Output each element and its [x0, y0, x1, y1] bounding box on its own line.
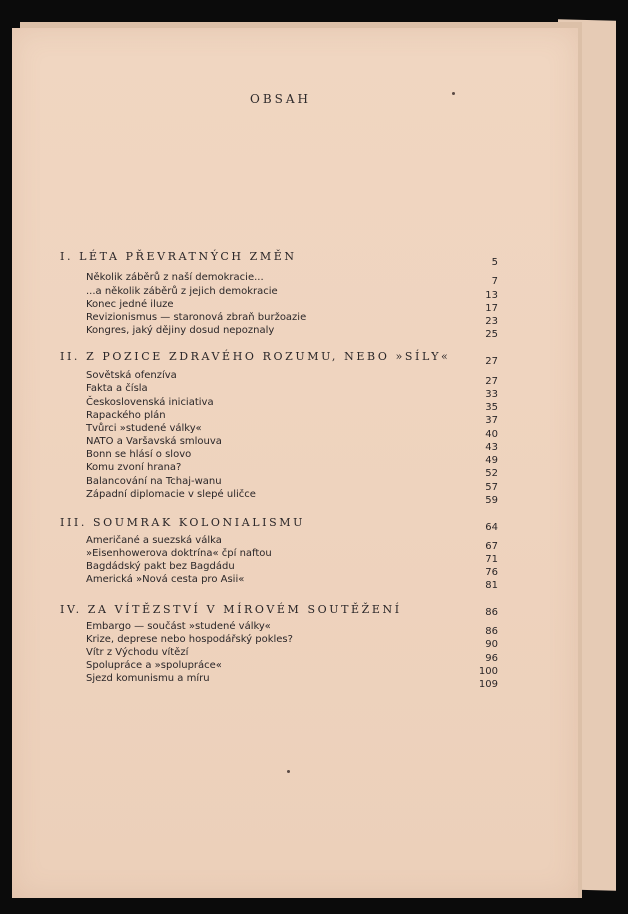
toc-entry: Bonn se hlásí o slovo: [86, 449, 192, 460]
toc-entry-page: 100: [478, 666, 498, 677]
toc-entry-page: 40: [485, 429, 498, 440]
toc-entry-page: 76: [485, 567, 498, 578]
toc-entry-page: 59: [485, 495, 498, 506]
toc-entry: Komu zvoní hrana?: [86, 462, 182, 473]
toc-entry: Sjezd komunismu a míru: [86, 673, 210, 684]
toc-entry: Rapackého plán: [86, 410, 166, 421]
chapter-4-page: 86: [485, 607, 498, 618]
toc-entry: Američané a suezská válka: [86, 535, 222, 546]
page-title: OBSAH: [250, 92, 312, 106]
toc-entry-page: 81: [485, 580, 498, 591]
paper-speck: [452, 92, 455, 95]
chapter-4-title: IV. ZA VÍTĚZSTVÍ V MÍROVÉM SOUTĚŽENÍ: [60, 603, 402, 616]
toc-entry-page: 71: [485, 554, 498, 565]
toc-entry-page: 109: [478, 679, 498, 690]
toc-entry: Spolupráce a »spolupráce«: [86, 660, 222, 671]
toc-entry-page: 23: [485, 316, 498, 327]
toc-entry-page: 52: [485, 468, 498, 479]
toc-entry-page: 7: [491, 276, 498, 287]
chapter-3-page: 64: [485, 522, 498, 533]
toc-entry: Několik záběrů z naší demokracie...: [86, 272, 264, 283]
chapter-3-title: III. SOUMRAK KOLONIALISMU: [60, 516, 305, 529]
toc-entry: Americká »Nová cesta pro Asii«: [86, 574, 245, 585]
toc-entry-page: 90: [485, 639, 498, 650]
toc-entry-page: 57: [485, 482, 498, 493]
toc-entry-page: 13: [485, 290, 498, 301]
toc-entry-page: 43: [485, 442, 498, 453]
toc-entry: Vítr z Východu vítězí: [86, 647, 189, 658]
chapter-1-title: I. LÉTA PŘEVRATNÝCH ZMĚN: [60, 250, 297, 263]
chapter-1-page: 5: [491, 257, 498, 268]
toc-entry: Tvůrci »studené války«: [86, 423, 202, 434]
toc-entry: Západní diplomacie v slepé uličce: [86, 489, 256, 500]
toc-entry: Konec jedné iluze: [86, 299, 174, 310]
toc-entry-page: 49: [485, 455, 498, 466]
paper-speck: [287, 770, 290, 773]
toc-entry-page: 33: [485, 389, 498, 400]
toc-entry-page: 17: [485, 303, 498, 314]
toc-entry: Krize, deprese nebo hospodářský pokles?: [86, 634, 293, 645]
toc-entry: Revizionismus — staronová zbraň buržoazie: [86, 312, 307, 323]
toc-entry-page: 67: [485, 541, 498, 552]
toc-entry-page: 27: [485, 376, 498, 387]
toc-entry: »Eisenhowerova doktrína« čpí naftou: [86, 548, 272, 559]
toc-entry: Fakta a čísla: [86, 383, 148, 394]
toc-entry-page: 25: [485, 329, 498, 340]
toc-entry-page: 37: [485, 415, 498, 426]
toc-entry: Embargo — součást »studené války«: [86, 621, 271, 632]
toc-entry: Balancování na Tchaj-wanu: [86, 476, 222, 487]
toc-entry: Sovětská ofenzíva: [86, 370, 177, 381]
toc-entry-page: 96: [485, 653, 498, 664]
toc-entry: Kongres, jaký dějiny dosud nepoznaly: [86, 325, 275, 336]
toc-entry-page: 35: [485, 402, 498, 413]
chapter-2-page: 27: [485, 356, 498, 367]
toc-entry-page: 86: [485, 626, 498, 637]
toc-entry: Československá iniciativa: [86, 397, 214, 408]
toc-entry: ...a několik záběrů z jejich demokracie: [86, 286, 278, 297]
chapter-2-title: II. Z POZICE ZDRAVÉHO ROZUMU, NEBO »SÍLY«: [60, 350, 451, 363]
toc-entry: Bagdádský pakt bez Bagdádu: [86, 561, 235, 572]
toc-entry: NATO a Varšavská smlouva: [86, 436, 222, 447]
